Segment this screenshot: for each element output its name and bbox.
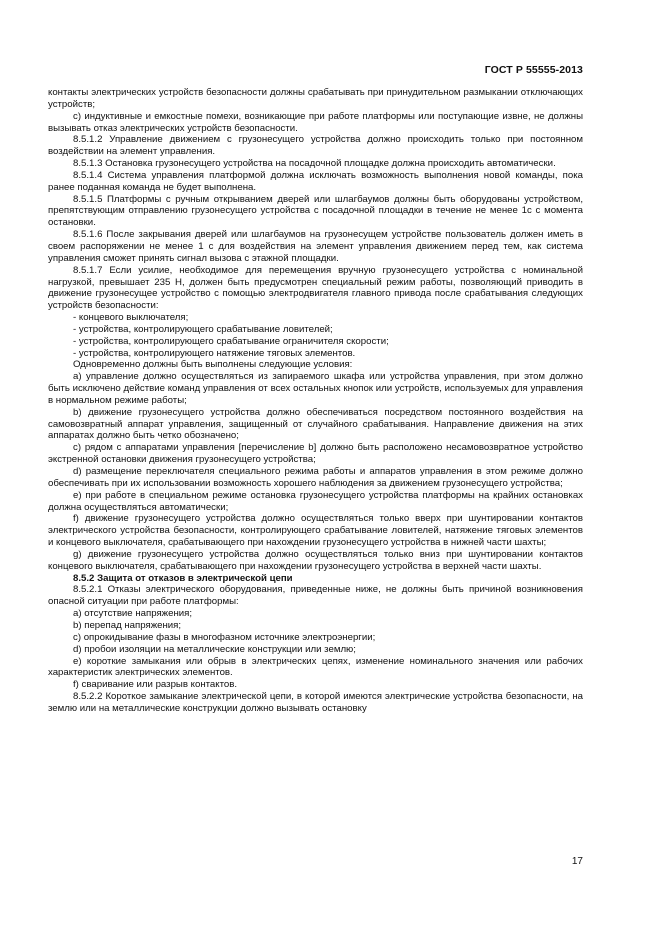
- paragraph: 8.5.1.4 Система управления платформой должна исключать возможность выполнения новой команды, пока ранее поданная команда не будет выполнена.: [48, 169, 583, 193]
- paragraph: - концевого выключателя;: [73, 312, 189, 324]
- paragraph: b) движение грузонесущего устройства должно обеспечиваться посредством постоянного воздействия на самовозвратный аппарат управления, защищенный от случайного срабатывания. Направление движения на этих аппаратах должно быть четко обозначено;: [48, 406, 583, 442]
- page-number: 17: [571, 856, 583, 867]
- paragraph: - устройства, контролирующего срабатывание ограничителя скорости;: [73, 335, 389, 347]
- paragraph: e) при работе в специальном режиме остановка грузонесущего устройства платформы на крайних остановках должна осуществляться автоматически;: [48, 489, 583, 513]
- paragraph: 8.5.1.2 Управление движением с грузонесущего устройства должно происходить только при постоянном воздействии на элемент управления.: [48, 134, 583, 158]
- paragraph: 8.5.1.7 Если усилие, необходимое для перемещения вручную грузонесущего устройства с номинальной нагрузкой, превышает 235 Н, должен быть предусмотрен специальный режим работы, позволяющий приводить в движение грузонесущее устройство с помощью электродвигателя главного привода после срабатывания следующих устройств безопасности:: [48, 264, 583, 312]
- paragraph: 8.5.2.1 Отказы электрического оборудования, приведенные ниже, не должны быть причиной возникновения опасной ситуации при работе платформы:: [48, 584, 583, 608]
- paragraph: e) короткие замыкания или обрыв в электрических цепях, изменение номинального значения или рабочих характеристик электрических элементов.: [48, 655, 583, 679]
- paragraph: 8.5.1.5 Платформы с ручным открыванием дверей или шлагбаумов должны быть оборудованы устройством, препятствующим отправлению грузонесущего устройства с посадочной площадки в течение не менее 1с с момента остановки.: [48, 193, 583, 229]
- paragraph: d) размещение переключателя специального режима работы и аппаратов управления в этом режиме должно обеспечивать при их использовании возможность хорошего наблюдения за движением грузонесущего устройства;: [48, 466, 583, 489]
- paragraph: Одновременно должны быть выполнены следующие условия:: [73, 359, 353, 371]
- paragraph: контакты электрических устройств безопасности должны срабатывать при принудительном размыкании отключающих устройств;: [48, 87, 583, 110]
- paragraph: b) перепад напряжения;: [73, 619, 182, 631]
- paragraph: 8.5.2.2 Короткое замыкание электрической цепи, в которой имеются электрические устройства безопасности, на землю или на металлические конструкции должно вызывать остановку: [48, 691, 583, 714]
- paragraph: a) отсутствие напряжения;: [73, 608, 193, 620]
- document-header: ГОСТ Р 55555-2013: [484, 64, 583, 76]
- paragraph: d) пробои изоляции на металлические конструкции или землю;: [73, 643, 356, 655]
- paragraph: 8.5.1.3 Остановка грузонесущего устройства на посадочной площадке должна происходить автоматически.: [73, 158, 556, 170]
- paragraph: a) управление должно осуществляться из запираемого шкафа или устройства управления, при этом должно быть исключено действие команд управления от всех остальных кнопок или устройств, используемых для управления в нормальном режиме работы;: [48, 371, 583, 406]
- paragraph: f) движение грузонесущего устройства должно осуществляться только вверх при шунтировании контактов электрического устройства безопасности, контролирующего срабатывание ловителей, натяжение тяговых элементов и концевого выключателя, срабатывающего при нахождении грузонесущего устройства в нижней части шахты;: [48, 513, 583, 549]
- paragraph: c) рядом с аппаратами управления [перечисление b] должно быть расположено несамовозвратное устройство экстренной остановки движения грузонесущего устройства;: [48, 442, 583, 466]
- paragraph: c) индуктивные и емкостные помехи, возникающие при работе платформы или поступающие извне, не должны вызывать отказ электрических устройств безопасности.: [48, 110, 583, 134]
- paragraph: c) опрокидывание фазы в многофазном источнике электроэнергии;: [73, 631, 376, 643]
- document-body: [48, 87, 583, 715]
- paragraph: f) сваривание или разрыв контактов.: [73, 679, 238, 691]
- paragraph: - устройства, контролирующего срабатывание ловителей;: [73, 323, 333, 335]
- paragraph: 8.5.1.6 После закрывания дверей или шлагбаумов на грузонесущем устройстве пользователь должен иметь в своем распоряжении не менее 1 с для воздействия на элемент управления движением перед тем, как система управления сможет принять сигнал вызова с этажной площадки.: [48, 229, 583, 264]
- paragraph: - устройства, контролирующего натяжение тяговых элементов.: [73, 347, 356, 359]
- section-heading: 8.5.2 Защита от отказов в электрической цепи: [73, 572, 293, 584]
- paragraph: g) движение грузонесущего устройства должно осуществляться только вниз при шунтировании контактов концевого выключателя, срабатывающего при нахождении грузонесущего устройства в верхней части шахты.: [48, 548, 583, 572]
